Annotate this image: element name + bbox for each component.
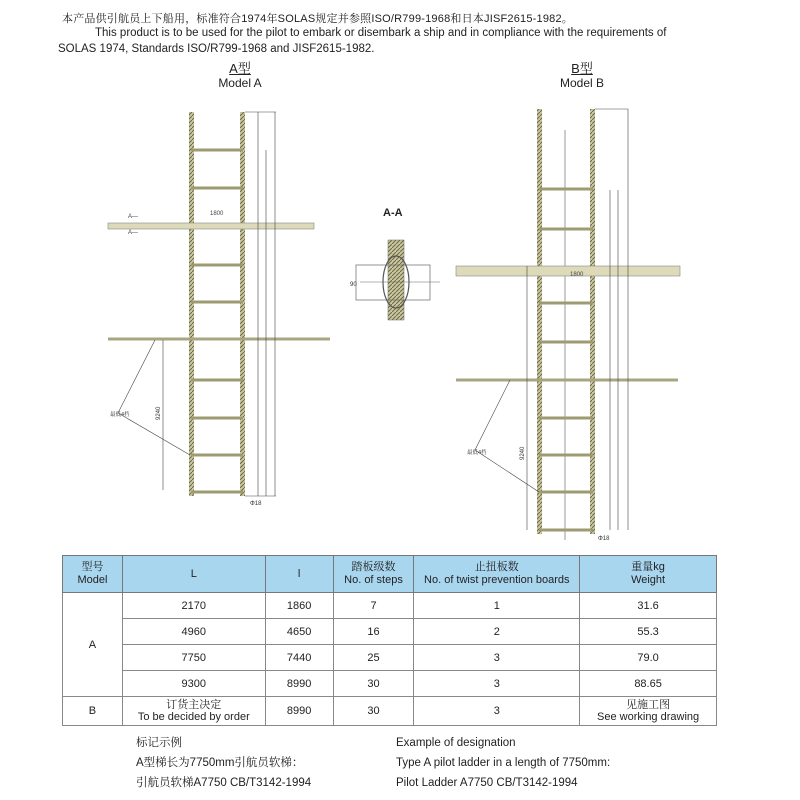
table-row: 4960 4650 16 2 55.3 [63,619,717,645]
model-a-drawing [108,112,330,507]
spec-table [62,555,717,726]
intro-chinese: 本产品供引航员上下船用，标准符合1974年SOLAS规定并参照ISO/R799-1968和日本JISF2615-1982。 [62,13,574,25]
svg-text:A—: A— [128,230,139,236]
model-a-spreader-length: 1800 [210,211,224,217]
svg-text:9240: 9240 [520,446,526,460]
section-a-a-drawing [350,207,440,320]
header-L: L [122,556,265,593]
model-b-spreader-length: 1800 [570,272,584,278]
table-row: B 订货主决定 To be decided by order 8990 30 3 见施工图 See working drawing [63,697,717,726]
header-steps: 踏板级数 No. of steps [333,556,414,593]
svg-text:A-A: A-A [383,207,403,219]
model-b-cell: B [63,697,123,726]
header-weight: 重量kg Weight [580,556,717,593]
svg-text:9240: 9240 [156,406,162,420]
header-l: l [265,556,333,593]
table-header-row [63,556,717,593]
model-a-cell: A [63,593,123,697]
intro-english-line2: SOLAS 1974, Standards ISO/R799-1968 and JISF2615-1982. [58,43,375,55]
table-row: A 2170 1860 7 1 31.6 [63,593,717,619]
svg-text:A—: A— [128,214,139,220]
header-boards: 止扭板数 No. of twist prevention boards [414,556,580,593]
intro-english-line1: This product is to be used for the pilot to embark or disembark a ship and in compliance with the requirements of [95,27,667,39]
header-model: 型号 Model [63,556,123,593]
svg-text:Φ18: Φ18 [250,501,262,507]
model-a-title: A型 Model A [218,61,262,90]
table-row: 7750 7440 25 3 79.0 [63,645,717,671]
svg-text:最低4档: 最低4档 [110,412,130,418]
table-row: 9300 8990 30 3 88.65 [63,671,717,697]
model-b-title: B型 Model B [559,61,605,90]
svg-text:90: 90 [350,282,357,288]
model-b-drawing [456,109,680,542]
svg-text:Φ18: Φ18 [598,536,610,542]
designation-chinese: 标记示例 A型梯长为7750mm引航员软梯： 引航员软梯A7750 CB/T3142-1994 [136,737,312,789]
designation-english: Example of designation Type A pilot ladder in a length of 7750mm: Pilot Ladder A7750 CB/T3142-1994 [396,737,611,789]
svg-text:最低4档: 最低4档 [467,450,487,456]
